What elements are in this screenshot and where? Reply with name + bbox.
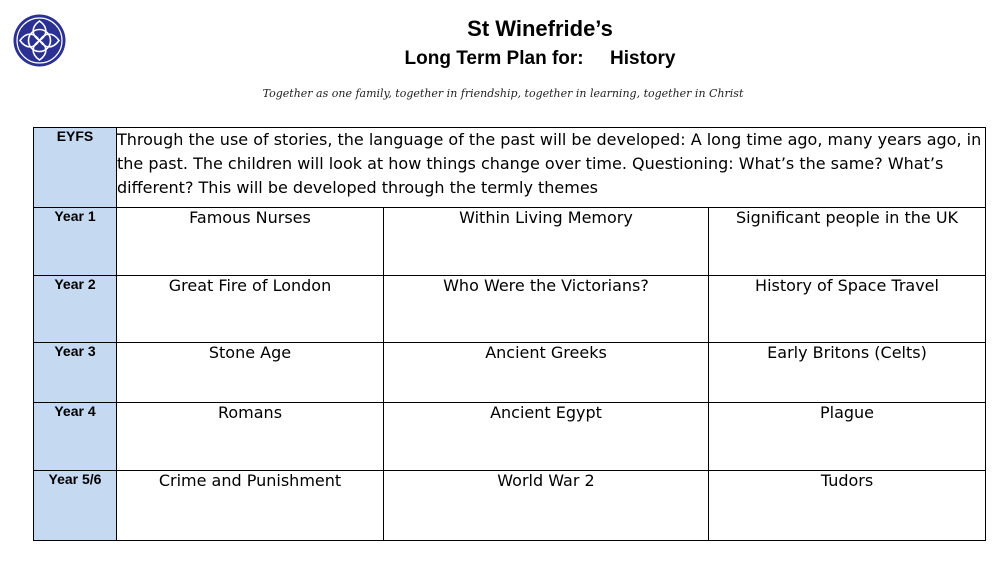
year-label: Year 4 [34, 403, 117, 471]
year-label: Year 5/6 [34, 471, 117, 541]
topic-cell: Ancient Egypt [384, 403, 709, 471]
table-row-eyfs [34, 128, 986, 208]
topic-cell: Significant people in the UK [709, 208, 986, 276]
year-label: Year 2 [34, 276, 117, 343]
topic-cell: Romans [117, 403, 384, 471]
topic-cell: Crime and Punishment [117, 471, 384, 541]
school-motto: Together as one family, together in friendship, together in learning, together in Christ [262, 87, 744, 100]
table-row [34, 403, 986, 471]
year-label: EYFS [34, 128, 117, 208]
topic-cell: Famous Nurses [117, 208, 384, 276]
topic-cell: Ancient Greeks [384, 343, 709, 403]
table-row [34, 343, 986, 403]
topic-cell: Plague [709, 403, 986, 471]
long-term-plan-table [33, 127, 986, 541]
topic-cell: History of Space Travel [709, 276, 986, 343]
topic-cell: Great Fire of London [117, 276, 384, 343]
table-row [34, 208, 986, 276]
topic-cell: Stone Age [117, 343, 384, 403]
year-label: Year 3 [34, 343, 117, 403]
table-row [34, 276, 986, 343]
topic-cell: Within Living Memory [384, 208, 709, 276]
topic-cell: Early Britons (Celts) [709, 343, 986, 403]
eyfs-description: Through the use of stories, the language of the past will be developed: A long time ago, many years ago, in the past. The children will look at how things change over time. Questioning: What’s the same? What’s different? This will be developed through the termly themes [117, 128, 986, 208]
school-name: St Winefride’s [467, 16, 613, 41]
year-label: Year 1 [34, 208, 117, 276]
topic-cell: Who Were the Victorians? [384, 276, 709, 343]
plan-title: Long Term Plan for: History [404, 48, 676, 69]
topic-cell: World War 2 [384, 471, 709, 541]
table-row [34, 471, 986, 541]
topic-cell: Tudors [709, 471, 986, 541]
